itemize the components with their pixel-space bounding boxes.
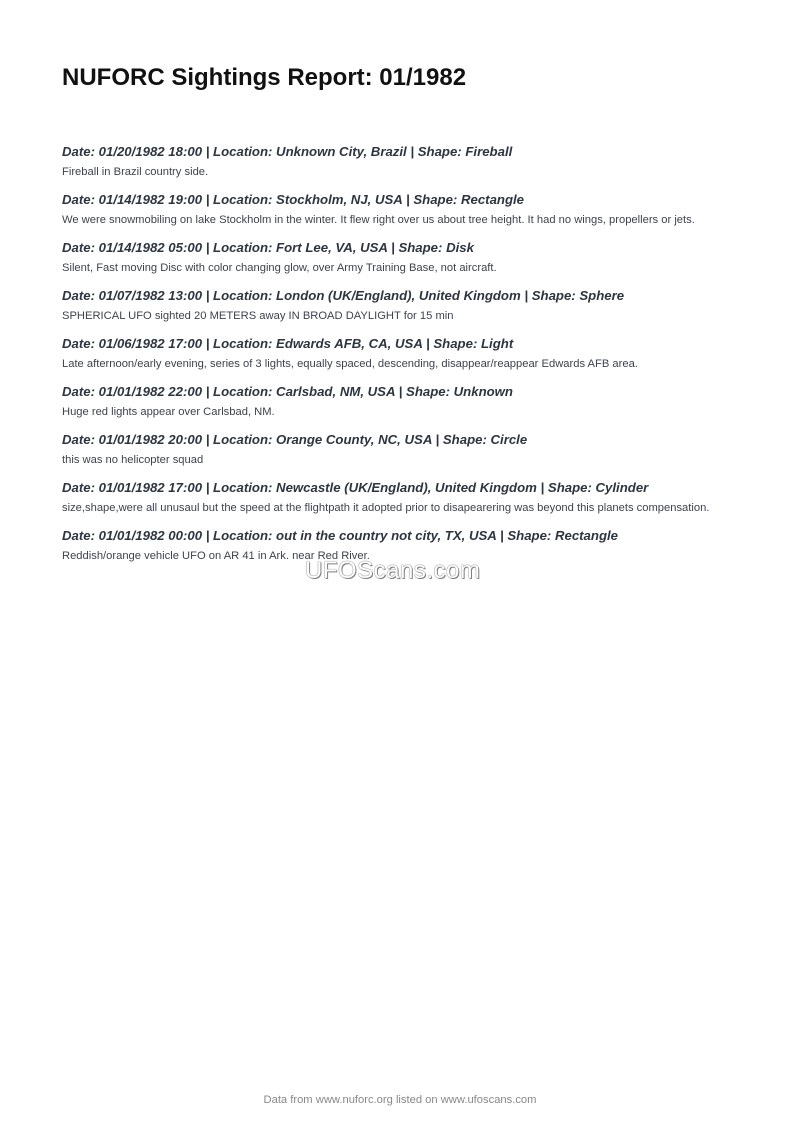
sighting-header: Date: 01/06/1982 17:00 | Location: Edwards AFB, CA, USA | Shape: Light (62, 336, 514, 351)
sighting-description: SPHERICAL UFO sighted 20 METERS away IN BROAD DAYLIGHT for 15 min (62, 310, 454, 322)
sighting-entry (62, 335, 738, 372)
sighting-header: Date: 01/01/1982 00:00 | Location: out in the country not city, TX, USA | Shape: Rectangle (62, 528, 619, 543)
sighting-description: Fireball in Brazil country side. (62, 166, 209, 178)
sighting-entry (62, 479, 738, 516)
sightings-list (62, 143, 738, 575)
sighting-header: Date: 01/14/1982 19:00 | Location: Stockholm, NJ, USA | Shape: Rectangle (62, 192, 525, 207)
sighting-header: Date: 01/14/1982 05:00 | Location: Fort Lee, VA, USA | Shape: Disk (62, 240, 474, 255)
sighting-entry (62, 143, 738, 180)
sighting-description: We were snowmobiling on lake Stockholm in the winter. It flew right over us about tree height. It had no wings, propellers or jets. (62, 214, 695, 226)
sighting-entry (62, 239, 738, 276)
sighting-header: Date: 01/20/1982 18:00 | Location: Unknown City, Brazil | Shape: Fireball (62, 144, 513, 159)
footer-credit: Data from www.nuforc.org listed on www.ufoscans.com (263, 1094, 537, 1106)
sighting-description: Late afternoon/early evening, series of 3 lights, equally spaced, descending, disappear/reappear Edwards AFB area. (62, 358, 638, 370)
sighting-description: Reddish/orange vehicle UFO on AR 41 in Ark. near Red River. (62, 550, 370, 562)
watermark: UFOScans.com (305, 557, 481, 584)
page-title: NUFORC Sightings Report: 01/1982 (62, 64, 467, 91)
sighting-entry (62, 191, 738, 228)
sighting-header: Date: 01/01/1982 22:00 | Location: Carlsbad, NM, USA | Shape: Unknown (62, 384, 513, 399)
sighting-entry (62, 287, 738, 324)
sighting-header: Date: 01/01/1982 20:00 | Location: Orange County, NC, USA | Shape: Circle (62, 432, 528, 447)
sighting-entry (62, 431, 738, 468)
sighting-description: Silent, Fast moving Disc with color changing glow, over Army Training Base, not aircraft. (62, 262, 497, 274)
sighting-description: this was no helicopter squad (62, 454, 204, 466)
sighting-header: Date: 01/07/1982 13:00 | Location: London (UK/England), United Kingdom | Shape: Sphere (62, 288, 625, 303)
sighting-description: Huge red lights appear over Carlsbad, NM. (62, 406, 275, 418)
sighting-entry (62, 527, 738, 564)
sighting-description: size,shape,were all unusaul but the speed at the flightpath it adopted prior to disapearering was beyond this planets compensation. (62, 502, 710, 514)
sighting-entry (62, 383, 738, 420)
sighting-header: Date: 01/01/1982 17:00 | Location: Newcastle (UK/England), United Kingdom | Shape: Cylinder (62, 480, 649, 495)
